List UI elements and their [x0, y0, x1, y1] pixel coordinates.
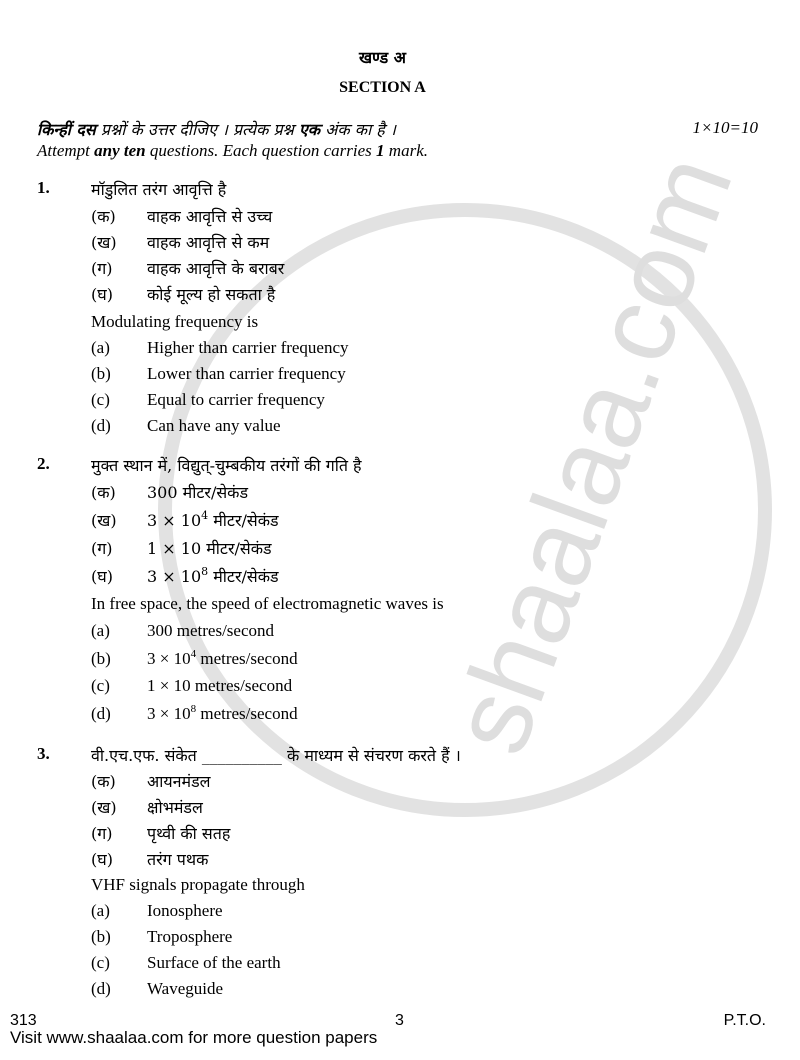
visit-link[interactable]: Visit www.shaalaa.com for more question papers — [10, 1028, 378, 1047]
section-title-english: SECTION A — [339, 79, 426, 96]
question-text-english: In free space, the speed of electromagnetic waves is — [91, 594, 444, 613]
marks-allocation: 1×10=10 — [692, 118, 758, 137]
section-title-hindi: खण्ड अ — [358, 48, 407, 67]
question-number: 1. — [37, 178, 50, 197]
instruction-english: Attempt any ten questions. Each question carries 1 mark. — [37, 141, 428, 160]
paper-code: 313 — [10, 1012, 37, 1029]
question-number: 3. — [37, 744, 50, 763]
question-text-english: VHF signals propagate through — [91, 875, 305, 894]
watermark-text: shaalaa.com — [426, 140, 756, 769]
question-number: 2. — [37, 454, 50, 473]
page-footer — [0, 1012, 800, 1052]
question-text-english: Modulating frequency is — [91, 312, 259, 331]
question-text-hindi: मुक्त स्थान में, विद्युत्-चुम्बकीय तरंगों की गति है — [91, 456, 362, 475]
pto-label: P.T.O. — [723, 1012, 766, 1029]
instruction-hindi: किन्हीं दस प्रश्नों के उत्तर दीजिए । प्रत्येक प्रश्न एक अंक का है । — [37, 120, 396, 139]
page-number: 3 — [395, 1012, 404, 1029]
question-text-hindi: मॉडुलित तरंग आवृत्ति है — [91, 180, 227, 199]
question-text-hindi: वी.एच.एफ. संकेत __________ के माध्यम से संचरण करते हैं । — [91, 746, 461, 765]
